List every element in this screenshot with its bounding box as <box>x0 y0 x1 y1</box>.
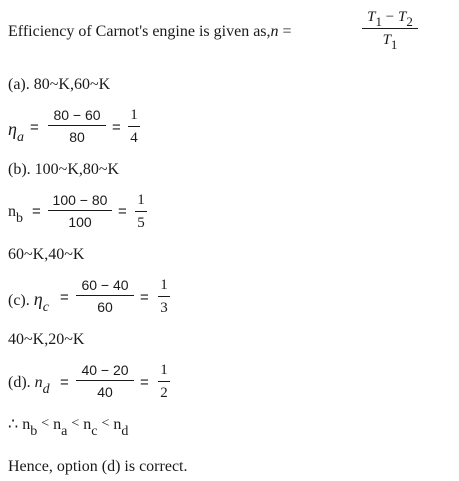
fraction-denominator: T1 <box>382 32 398 52</box>
equals-sign: = <box>112 119 121 136</box>
fraction-numerator: 1 <box>130 107 138 123</box>
option-c-fraction <box>76 278 134 314</box>
fraction-denominator: 5 <box>137 215 145 231</box>
fraction-numerator: 80 − 60 <box>53 107 101 123</box>
equals-sign: = <box>140 289 149 306</box>
fraction-numerator: T1 − T2 <box>367 9 413 29</box>
option-d-result <box>158 363 170 401</box>
option-c-result <box>158 278 170 316</box>
intro-text: Efficiency of Carnot's engine is given as, <box>8 23 271 40</box>
option-b-result <box>135 193 147 231</box>
fraction-numerator: 1 <box>160 362 168 378</box>
fraction-denominator: 2 <box>160 385 168 401</box>
fraction-bar <box>158 381 170 382</box>
option-a-result <box>128 108 140 146</box>
option-a-lhs: $\eta_a$ <box>8 119 24 145</box>
option-b-label: (b). 100~K,80~K <box>8 161 120 178</box>
fraction-denominator: 80 <box>69 129 85 145</box>
efficiency-ordering: ∴ nb < na < nc < nd <box>8 416 129 439</box>
fraction-bar <box>48 210 112 211</box>
eta-symbol: n <box>270 23 279 40</box>
option-b-fraction <box>48 193 112 229</box>
fraction-denominator: 100 <box>68 214 92 230</box>
fraction-bar <box>158 296 170 297</box>
fraction-numerator: 1 <box>160 277 168 293</box>
option-a-label: (a). 80~K,60~K <box>8 76 111 93</box>
answer-statement: Hence, option (d) is correct. <box>8 458 188 475</box>
fraction-bar <box>76 380 134 381</box>
fraction-numerator: 1 <box>137 192 145 208</box>
fraction-denominator: 4 <box>130 130 138 146</box>
fraction-bar <box>135 211 147 212</box>
option-c-lhs: (c). ηc <box>8 289 49 315</box>
fraction-denominator: 3 <box>160 300 168 316</box>
fraction-bar <box>128 126 140 127</box>
option-d-temperatures: 40~K,20~K <box>8 331 85 348</box>
option-c-temperatures: 60~K,40~K <box>8 246 85 263</box>
equals-sign: = <box>282 23 292 40</box>
option-d-fraction <box>76 363 134 399</box>
equals-sign: = <box>32 203 41 220</box>
option-b-lhs: nb <box>8 203 23 226</box>
fraction-numerator: 100 − 80 <box>52 192 108 208</box>
fraction-denominator: 60 <box>97 299 113 315</box>
efficiency-definition <box>8 24 292 40</box>
therefore-symbol: ∴ <box>8 416 19 433</box>
carnot-efficiency-fraction <box>362 9 418 52</box>
equals-sign: = <box>118 203 127 220</box>
equals-sign: = <box>60 289 69 306</box>
option-d-lhs: (d). nd <box>8 374 50 397</box>
equals-sign: = <box>60 374 69 391</box>
fraction-numerator: 40 − 20 <box>81 362 129 378</box>
equals-sign: = <box>30 119 39 136</box>
equals-sign: = <box>140 374 149 391</box>
fraction-bar <box>48 125 106 126</box>
fraction-bar <box>76 295 134 296</box>
fraction-denominator: 40 <box>97 384 113 400</box>
option-a-fraction <box>48 108 106 144</box>
fraction-numerator: 60 − 40 <box>81 277 129 293</box>
